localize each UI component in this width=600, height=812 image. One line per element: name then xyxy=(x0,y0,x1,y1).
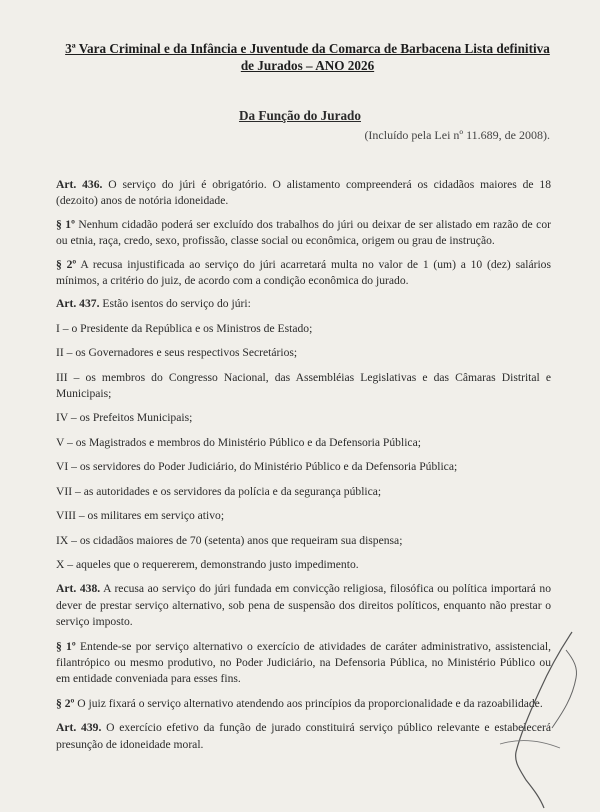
paragraph-art436: Art. 436. O serviço do júri é obrigatório. O alistamento compreenderá os cidadãos maiores de 18 (dezoito) anos de notória idoneidade. xyxy=(56,178,552,208)
document-body xyxy=(56,177,551,753)
list-item: X – aqueles que o requererem, demonstrando justo impedimento. xyxy=(56,557,359,571)
paragraph-art438-par1: § 1º Entende-se por serviço alternativo o exercício de atividades de caráter administrativo, assistencial, filantrópico ou mesmo produtivo, no Poder Judiciário, na Defensoria Pública, no Ministério Público ou em entidade conveniada para esses fins. xyxy=(56,639,551,686)
list-item: I – o Presidente da República e os Ministros de Estado; xyxy=(56,321,313,335)
paragraph-art437: Art. 437. Estão isentos do serviço do júri: xyxy=(56,297,251,311)
paragraph-art439: Art. 439. O exercício efetivo da função de jurado constituirá serviço público relevante e estabelecerá presunção de idoneidade moral. xyxy=(56,721,551,751)
title-line-2: de Jurados – ANO 2026 xyxy=(240,58,375,73)
law-note: (Incluído pela Lei nº 11.689, de 2008). xyxy=(364,128,550,142)
list-item: IX – os cidadãos maiores de 70 (setenta) anos que requeiram sua dispensa; xyxy=(56,533,403,547)
list-item: VII – as autoridades e os servidores da polícia e da segurança pública; xyxy=(56,484,382,498)
list-item: III – os membros do Congresso Nacional, das Assembléias Legislativas e das Câmaras Distrital e Municipais; xyxy=(56,370,551,401)
section-title: Da Função do Jurado xyxy=(238,108,361,123)
list-item: VIII – os militares em serviço ativo; xyxy=(56,509,225,523)
paragraph-art438-par2: § 2º O juiz fixará o serviço alternativo atendendo aos princípios da proporcionalidade e da razoabilidade. xyxy=(56,696,543,710)
paragraph-art436-par1: § 1º Nenhum cidadão poderá ser excluído dos trabalhos do júri ou deixar de ser alistado em razão de cor ou etnia, raça, credo, sexo, profissão, classe social ou econômica, origem ou grau de instrução. xyxy=(56,217,551,248)
title-line-1: 3ª Vara Criminal e da Infância e Juventude da Comarca de Barbacena Lista definitiva xyxy=(65,41,550,56)
paragraph-art438: Art. 438. A recusa ao serviço do júri fundada em convicção religiosa, filosófica ou política importará no dever de prestar serviço alternativo, sob pena de suspensão dos direitos políticos, enquanto não prestar o serviço imposto. xyxy=(56,582,552,629)
list-item: V – os Magistrados e membros do Ministério Público e da Defensoria Pública; xyxy=(56,435,421,449)
document-title xyxy=(40,40,575,74)
list-item: IV – os Prefeitos Municipais; xyxy=(56,411,193,425)
list-item: II – os Governadores e seus respectivos Secretários; xyxy=(56,346,298,360)
list-item: VI – os servidores do Poder Judiciário, do Ministério Público e da Defensoria Pública; xyxy=(56,460,458,474)
paragraph-art436-par2: § 2º A recusa injustificada ao serviço do júri acarretará multa no valor de 1 (um) a 10 (dez) salários mínimos, a critério do juiz, de acordo com a condição econômica do jurado. xyxy=(56,257,551,288)
